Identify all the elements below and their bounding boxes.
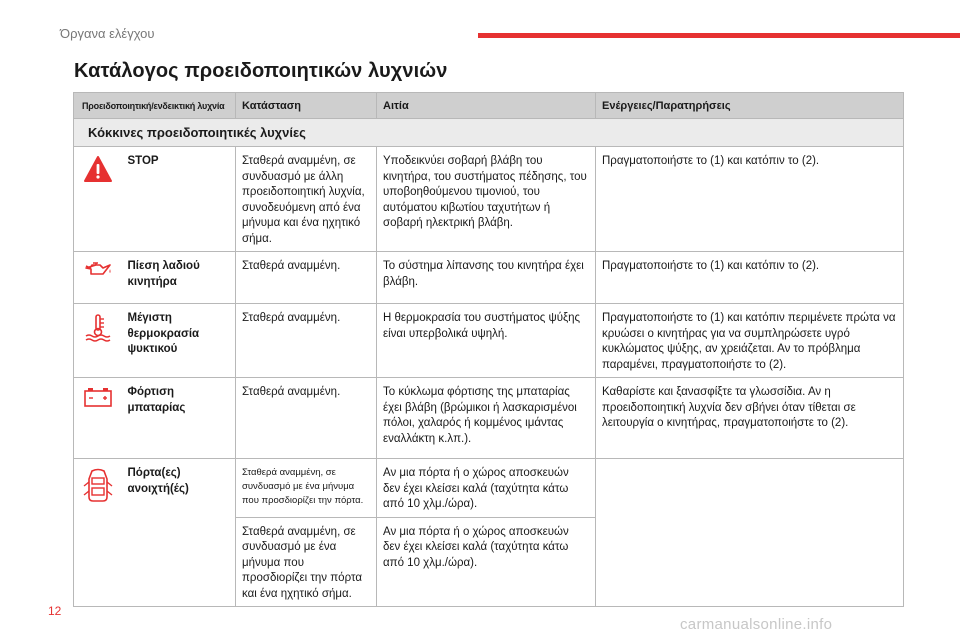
cause-text: Η θερμοκρασία του συστήματος ψύξης είναι υπερβολικά υψηλή. bbox=[377, 304, 596, 378]
column-header-action: Ενέργειες/Παρατηρήσεις bbox=[596, 93, 904, 119]
cause-text: Αν μια πόρτα ή ο χώρος αποσκευών δεν έχει κλείσει καλά (ταχύτητα κάτω από 10 χλμ./ώρα). bbox=[377, 517, 596, 607]
status-text: Σταθερά αναμμένη. bbox=[236, 252, 377, 304]
light-name: Πόρτα(ες) ανοιχτή(ές) bbox=[122, 459, 236, 518]
cause-text: Το κύκλωμα φόρτισης της μπαταρίας έχει βλάβη (βρώμικοι ή λασκαρισμένοι πόλοι, χαλαρός ή κομμένος ιμάντας εναλλάκτη κ.λπ.). bbox=[377, 378, 596, 459]
table-row bbox=[74, 459, 904, 518]
icon-cell bbox=[74, 252, 122, 304]
table-header-row bbox=[74, 93, 904, 119]
oil-can-icon bbox=[83, 260, 113, 284]
icon-cell bbox=[74, 147, 122, 252]
table-row bbox=[74, 304, 904, 378]
cause-text: Το σύστημα λίπανσης του κινητήρα έχει βλάβη. bbox=[377, 252, 596, 304]
column-header-status: Κατάσταση bbox=[236, 93, 377, 119]
icon-cell-continued bbox=[74, 517, 122, 607]
coolant-temperature-icon bbox=[83, 312, 113, 348]
table-row bbox=[74, 378, 904, 459]
column-header-light: Προειδοποιητική/ενδεικτική λυχνία bbox=[74, 93, 236, 119]
warning-triangle-icon bbox=[83, 155, 113, 189]
warning-lights-table bbox=[73, 92, 904, 607]
table-row bbox=[74, 147, 904, 252]
status-text: Σταθερά αναμμένη, σε συνδυασμό με ένα μήνυμα που προσδιορίζει την πόρτα και ένα ηχητικό σήμα. bbox=[236, 517, 377, 607]
category-label: Κόκκινες προειδοποιητικές λυχνίες bbox=[74, 119, 904, 147]
icon-cell bbox=[74, 304, 122, 378]
table-row bbox=[74, 252, 904, 304]
watermark: carmanualsonline.info bbox=[680, 616, 833, 633]
action-text: Πραγματοποιήστε το (1) και κατόπιν το (2). bbox=[596, 147, 904, 252]
status-text: Σταθερά αναμμένη, σε συνδυασμό με άλλη προειδοποιητική λυχνία, συνοδευόμενη από ένα μήνυμα και ένα ηχητικό σήμα. bbox=[236, 147, 377, 252]
page-title: Κατάλογος προειδοποιητικών λυχνιών bbox=[74, 60, 448, 82]
cause-text: Αν μια πόρτα ή ο χώρος αποσκευών δεν έχει κλείσει καλά (ταχύτητα κάτω από 10 χλμ./ώρα). bbox=[377, 459, 596, 518]
cause-text: Υποδεικνύει σοβαρή βλάβη του κινητήρα, του συστήματος πέδησης, του υποβοηθούμενου τιμονιού, του αυτόματου κιβωτίου ταχυτήτων ή σοβαρή ηλεκτρική βλάβη. bbox=[377, 147, 596, 252]
column-header-cause: Αιτία bbox=[377, 93, 596, 119]
light-name: Φόρτιση μπαταρίας bbox=[122, 378, 236, 459]
action-text-empty bbox=[596, 459, 904, 607]
action-text: Καθαρίστε και ξανασφίξτε τα γλωσσίδια. Αν η προειδοποιητική λυχνία δεν σβήνει όταν τίθεται σε λειτουργία ο κινητήρας, πραγματοποιήστε το (2). bbox=[596, 378, 904, 459]
door-open-icon bbox=[83, 467, 113, 511]
icon-cell bbox=[74, 459, 122, 518]
status-text: Σταθερά αναμμένη. bbox=[236, 304, 377, 378]
light-name: Μέγιστη θερμοκρασία ψυκτικού bbox=[122, 304, 236, 378]
status-text: Σταθερά αναμμένη, σε συνδυασμό με ένα μήνυμα που προσδιορίζει την πόρτα. bbox=[236, 459, 377, 518]
light-name-continued bbox=[122, 517, 236, 607]
light-name: STOP bbox=[122, 147, 236, 252]
light-name: Πίεση λαδιού κινητήρα bbox=[122, 252, 236, 304]
action-text: Πραγματοποιήστε το (1) και κατόπιν περιμένετε πρώτα να κρυώσει ο κινητήρας για να συμπληρώσετε υγρό κυκλώματος ψύξης, αν χρειάζεται. Αν το πρόβλημα παραμένει, πραγματοποιήστε το (2). bbox=[596, 304, 904, 378]
category-row bbox=[74, 119, 904, 147]
status-text: Σταθερά αναμμένη. bbox=[236, 378, 377, 459]
action-text: Πραγματοποιήστε το (1) και κατόπιν το (2). bbox=[596, 252, 904, 304]
header-accent-bar bbox=[478, 33, 960, 38]
icon-cell bbox=[74, 378, 122, 459]
page-number: 12 bbox=[48, 604, 62, 618]
section-header: Όργανα ελέγχου bbox=[60, 26, 155, 41]
battery-icon bbox=[83, 386, 113, 414]
